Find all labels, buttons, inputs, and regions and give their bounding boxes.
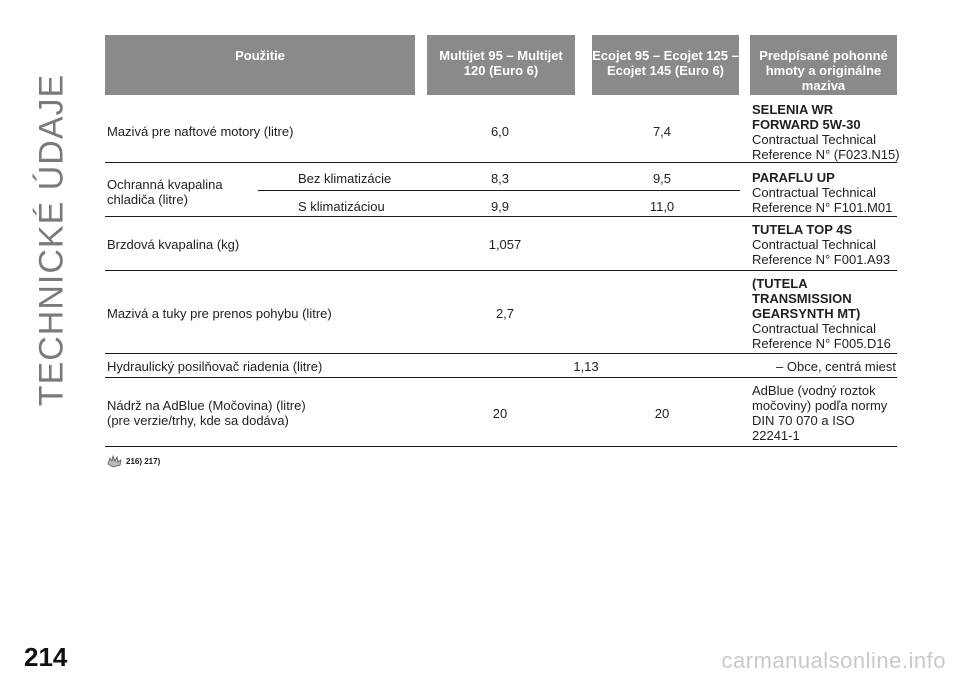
row-divider <box>105 216 897 217</box>
page-number: 214 <box>24 642 68 672</box>
row-coolant-label: Ochranná kvapalina chladiča (litre) <box>107 177 223 207</box>
watermark: carmanualsonline.info <box>721 648 946 673</box>
row-transmission-value: 2,7 <box>495 306 515 321</box>
row-brake-fluid-spec-name: TUTELA TOP 4S <box>752 222 853 237</box>
header-fluids: Predpísané pohonné hmoty a originálne maziva <box>750 35 897 95</box>
row-coolant-sub1-ecojet: 9,5 <box>652 171 672 186</box>
row-adblue-label: Nádrž na AdBlue (Močovina) (litre) (pre verzie/trhy, kde sa dodáva) <box>107 398 306 428</box>
row-power-steering-spec: – Obce, centrá miest <box>776 359 896 374</box>
header-multijet: Multijet 95 – Multijet 120 (Euro 6) <box>427 35 575 95</box>
sub-row-divider <box>258 190 740 191</box>
header-usage: Použitie <box>105 35 415 95</box>
row-brake-fluid-label: Brzdová kvapalina (kg) <box>107 237 240 252</box>
row-engine-oil-multijet: 6,0 <box>490 124 510 139</box>
row-transmission-spec-ref: Contractual Technical Reference N° F005.D16 <box>752 321 891 351</box>
row-coolant-sub2-multijet: 9,9 <box>490 199 510 214</box>
row-coolant-spec-ref: Contractual Technical Reference N° F101.M01 <box>752 185 893 215</box>
row-brake-fluid-value: 1,057 <box>488 237 522 252</box>
row-coolant-sub1-label: Bez klimatizácie <box>298 171 392 186</box>
warning-notes <box>107 454 160 468</box>
header-ecojet: Ecojet 95 – Ecojet 125 – Ecojet 145 (Euro 6) <box>592 35 739 95</box>
row-adblue-ecojet: 20 <box>654 406 670 421</box>
table-header <box>105 35 897 95</box>
row-divider <box>105 353 897 354</box>
row-coolant-spec-name: PARAFLU UP <box>752 170 835 185</box>
row-engine-oil-spec-name: SELENIA WR FORWARD 5W-30 <box>752 102 861 132</box>
row-transmission-label: Mazivá a tuky pre prenos pohybu (litre) <box>107 306 332 321</box>
row-engine-oil-ecojet: 7,4 <box>652 124 672 139</box>
row-adblue-spec: AdBlue (vodný roztok močoviny) podľa normy DIN 70 070 a ISO 22241-1 <box>752 383 888 443</box>
row-divider <box>105 377 897 378</box>
row-divider <box>105 270 897 271</box>
row-adblue-multijet: 20 <box>492 406 508 421</box>
row-transmission-spec-name: (TUTELA TRANSMISSION GEARSYNTH MT) <box>752 276 861 321</box>
row-power-steering-value: 1,13 <box>573 359 599 374</box>
row-coolant-sub1-multijet: 8,3 <box>490 171 510 186</box>
row-engine-oil-spec-ref: Contractual Technical Reference N° (F023.N15) <box>752 132 900 162</box>
row-power-steering-label: Hydraulický posilňovač riadenia (litre) <box>107 359 323 374</box>
table-bottom-line <box>105 446 897 447</box>
row-engine-oil-label: Mazivá pre naftové motory (litre) <box>107 124 294 139</box>
hand-warning-icon <box>107 454 123 468</box>
row-coolant-sub2-label: S klimatizáciou <box>298 199 385 214</box>
note-references: 216) 217) <box>126 456 161 466</box>
row-divider <box>105 162 897 163</box>
chapter-side-title: TECHNICKÉ ÚDAJE <box>32 73 71 407</box>
row-coolant-sub2-ecojet: 11,0 <box>649 199 675 214</box>
row-brake-fluid-spec-ref: Contractual Technical Reference N° F001.A93 <box>752 237 891 267</box>
